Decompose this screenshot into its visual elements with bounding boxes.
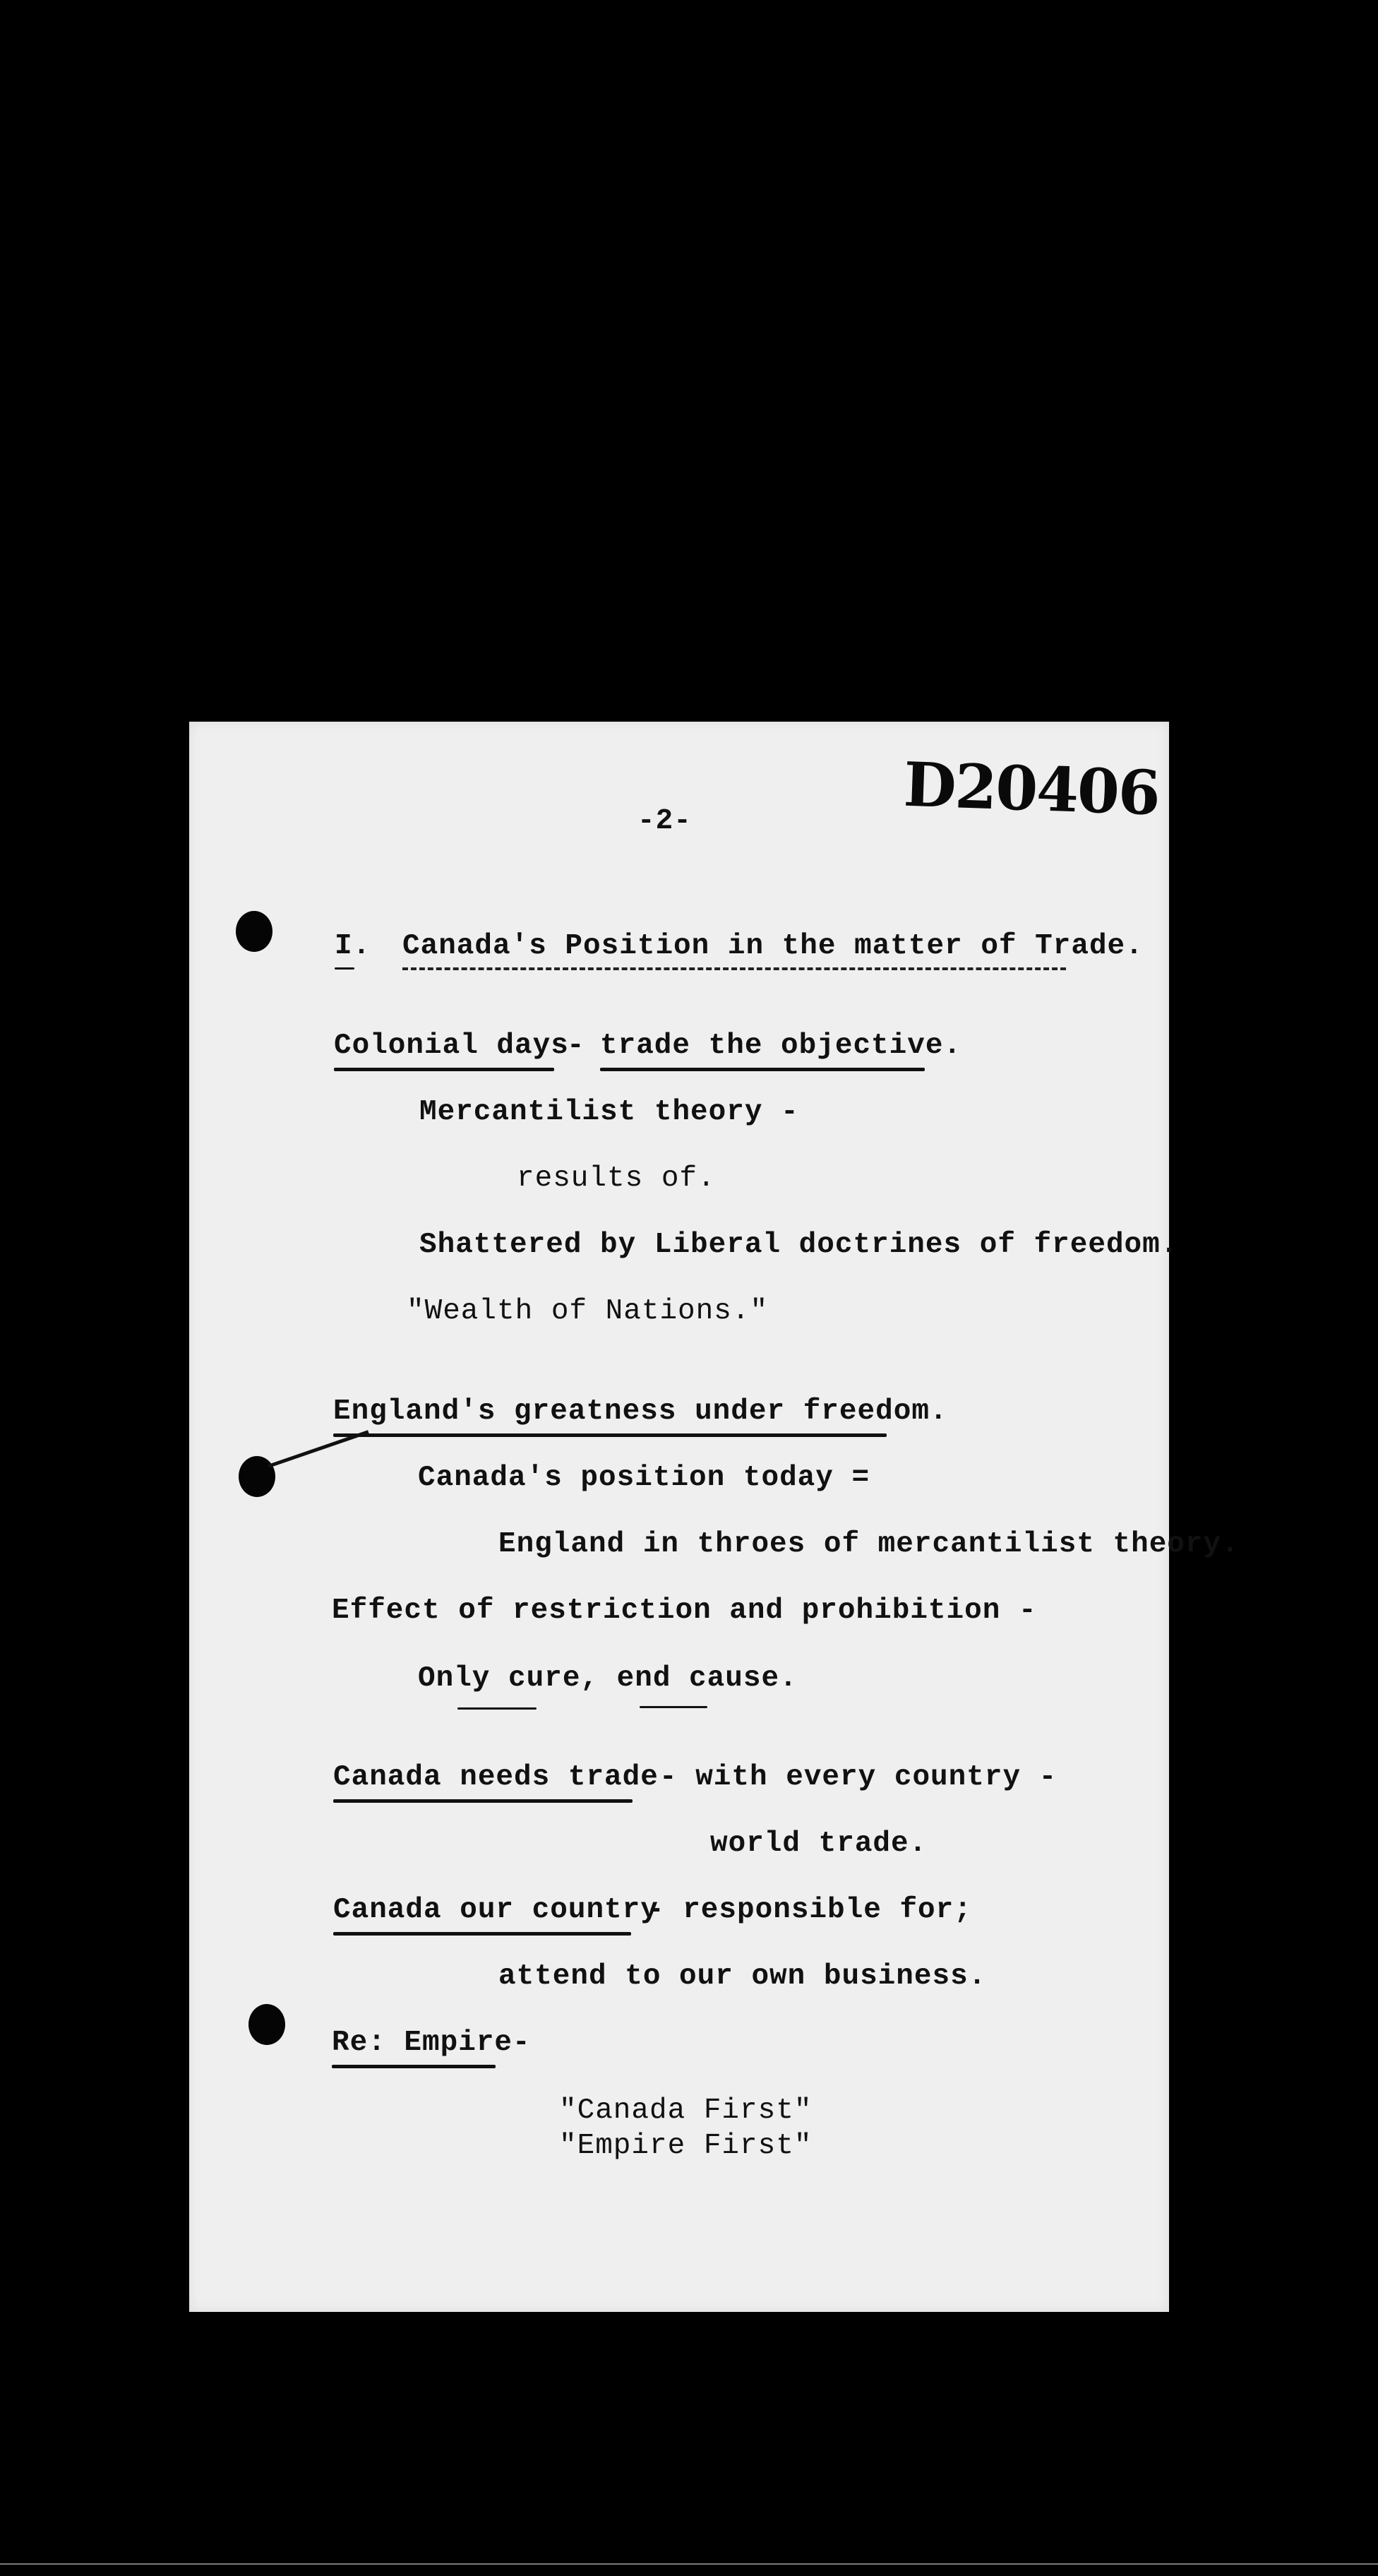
canada-needs-trade-underline <box>333 1799 633 1803</box>
attend-to-business-line: attend to our own business. <box>498 1960 987 1993</box>
page-number: -2- <box>637 805 692 837</box>
england-throes-line: England in throes of mercantilist theory. <box>498 1528 1240 1561</box>
mercantilist-theory-line: Mercantilist theory - <box>419 1096 799 1128</box>
canada-needs-trade-label: Canada needs trade <box>333 1761 659 1794</box>
englands-greatness-underline <box>333 1433 887 1437</box>
colonial-days-underline <box>334 1068 554 1071</box>
with-every-country-text: - with every country - <box>659 1761 1058 1794</box>
only-cure-underline-2 <box>640 1706 707 1708</box>
world-trade-line: world trade. <box>710 1827 928 1860</box>
trade-objective-text: trade the objective. <box>600 1030 962 1062</box>
heading-title-underline <box>402 967 1066 970</box>
canada-our-country-underline <box>333 1932 631 1936</box>
heading-numeral-underline <box>335 967 354 970</box>
shattered-line: Shattered by Liberal doctrines of freedom. <box>419 1229 1179 1261</box>
empire-first-line: "Empire First" <box>559 2130 813 2162</box>
canadas-position-today-line: Canada's position today = <box>418 1462 870 1494</box>
only-cure-line: Only cure, end cause. <box>418 1662 798 1695</box>
results-of-line: results of. <box>517 1162 716 1195</box>
colonial-days-label: Colonial days <box>334 1030 569 1062</box>
trade-objective-underline <box>600 1068 925 1071</box>
canada-our-country-label: Canada our country <box>333 1894 659 1926</box>
responsible-for-text: - responsible for; <box>647 1894 972 1926</box>
re-empire-underline <box>332 2065 496 2068</box>
colonial-days-dash: - <box>567 1030 585 1062</box>
punch-hole-middle <box>239 1456 275 1497</box>
document-stamp: D20406 <box>902 749 1161 830</box>
heading-title: Canada's Position in the matter of Trade. <box>402 930 1144 962</box>
document-page <box>189 722 1240 2312</box>
re-empire-dash: - <box>513 2027 531 2059</box>
re-empire-label: Re: Empire <box>332 2027 513 2059</box>
bottom-divider <box>0 2563 1378 2565</box>
wealth-of-nations-line: "Wealth of Nations." <box>407 1295 769 1328</box>
punch-hole-bottom <box>248 2004 285 2045</box>
only-cure-underline-1 <box>457 1707 537 1710</box>
effect-of-restriction-line: Effect of restriction and prohibition - <box>332 1594 1037 1627</box>
heading-numeral: I. <box>335 930 371 962</box>
englands-greatness-heading: England's greatness under freedom. <box>333 1395 948 1428</box>
punch-hole-top <box>236 911 272 952</box>
canada-first-line: "Canada First" <box>559 2094 813 2127</box>
